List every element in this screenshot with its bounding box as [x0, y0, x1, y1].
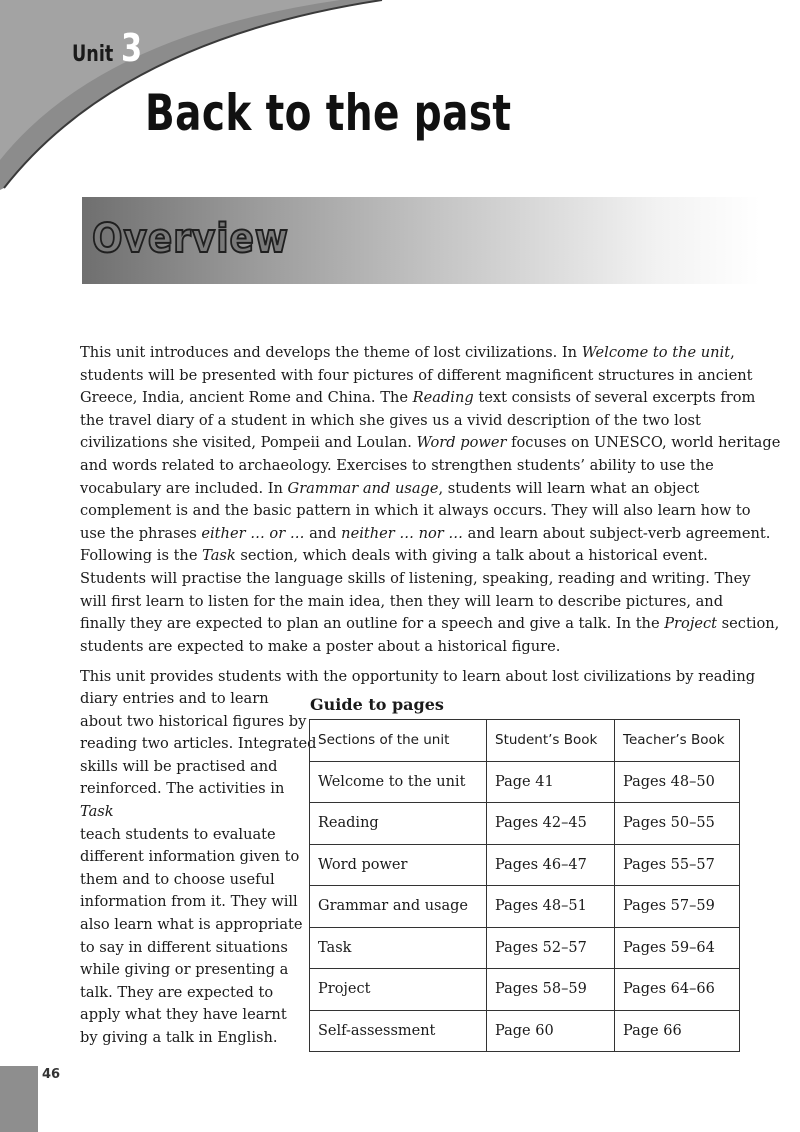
italic-term: Grammar and usage [287, 479, 439, 497]
text-run: Following is the [80, 547, 203, 565]
table-cell: Pages 48–50 [615, 761, 740, 803]
text-line [80, 478, 744, 501]
text-run: information from it. They will [80, 893, 298, 911]
table-cell: Reading [310, 803, 487, 845]
italic-term: Reading [412, 389, 474, 407]
table-cell: Pages 64–66 [615, 969, 740, 1011]
text-run: and learn about subject-verb agreement. [463, 524, 771, 542]
table-row [310, 969, 740, 1011]
text-line [80, 711, 305, 734]
text-run: the travel diary of a student in which she gives us a vivid description of the two lost [80, 411, 701, 429]
text-line [80, 523, 771, 546]
text-run: civilizations she visited, Pompeii and Loulan. [80, 434, 417, 452]
text-run: focuses on UNESCO, world heritage [506, 434, 781, 452]
column-header: Student’s Book [487, 720, 615, 762]
text-line [80, 688, 305, 711]
text-run: , students will learn what an object [438, 479, 700, 497]
text-line [80, 959, 305, 982]
text-run: text consists of several excerpts from [473, 389, 756, 407]
table-cell: Task [310, 927, 487, 969]
text-run: finally they are expected to plan an outline for a speech and give a talk. In the [80, 615, 665, 633]
text-run: and words related to archaeology. Exercises to strengthen students’ ability to use the [80, 456, 714, 474]
text-line [80, 1004, 305, 1027]
text-run: diary entries and to learn [80, 690, 269, 707]
italic-term: Task [80, 802, 114, 820]
text-line [80, 733, 317, 756]
table-cell: Grammar and usage [310, 886, 487, 928]
text-run: skills will be practised and [80, 757, 278, 775]
text-run: students will be presented with four pictures of different magnificent structures in ancient [80, 366, 753, 384]
text-run: them and to choose useful [80, 870, 275, 888]
text-line [80, 545, 744, 568]
unit-label [72, 26, 142, 70]
text-line [80, 846, 305, 869]
text-line [80, 500, 751, 523]
italic-term: Project [664, 615, 718, 633]
table-cell: Pages 46–47 [487, 844, 615, 886]
text-run: apply what they have learnt [80, 1006, 287, 1024]
text-line [80, 432, 781, 455]
text-line [80, 342, 744, 365]
column-header: Sections of the unit [310, 720, 487, 762]
text-run: about two historical figures by [80, 712, 307, 730]
text-run: to say in different situations [80, 938, 288, 956]
table-cell: Pages 58–59 [487, 969, 615, 1011]
table-cell: Project [310, 969, 487, 1011]
text-line [80, 591, 744, 614]
text-line [80, 387, 756, 410]
guide-heading: Guide to pages [310, 695, 444, 714]
text-run: section, [717, 615, 780, 633]
text-run: , [730, 344, 735, 361]
text-run: while giving or presenting a [80, 961, 289, 979]
table-cell: Pages 42–45 [487, 803, 615, 845]
table-cell: Word power [310, 844, 487, 886]
column-header: Teacher’s Book [615, 720, 740, 762]
table-row [310, 844, 740, 886]
table-cell: Pages 48–51 [487, 886, 615, 928]
table-header-row [310, 720, 740, 762]
text-run: reading two articles. Integrated [80, 735, 317, 753]
intro-paragraph [80, 342, 781, 658]
page-tab-decoration [0, 1066, 38, 1132]
text-run: different information given to [80, 848, 300, 866]
text-run: students are expected to make a poster about a historical figure. [80, 637, 561, 655]
text-line [80, 801, 305, 846]
page-title: Back to the past [145, 84, 512, 142]
unit-word: Unit [72, 42, 114, 67]
text-run: This unit introduces and develops the theme of lost civilizations. In [80, 344, 582, 361]
table-row [310, 1010, 740, 1052]
italic-term: Task [202, 547, 236, 565]
text-run: Greece, India, ancient Rome and China. The [80, 389, 413, 407]
text-run: reinforced. The activities in [80, 780, 285, 798]
page-number: 46 [42, 1067, 61, 1082]
text-line [80, 410, 744, 433]
table-cell: Pages 50–55 [615, 803, 740, 845]
second-paragraph-first-line: This unit provides students with the opportunity to learn about lost civilizations by reading [80, 668, 756, 685]
text-run: Students will practise the language skills of listening, speaking, reading and writing. They [80, 569, 751, 587]
text-line [80, 982, 305, 1005]
text-run: also learn what is appropriate [80, 915, 303, 933]
table-cell: Pages 59–64 [615, 927, 740, 969]
overview-heading: Overview [92, 216, 289, 262]
text-line [80, 1027, 305, 1050]
table-cell: Welcome to the unit [310, 761, 487, 803]
text-line [80, 365, 753, 388]
text-run: section, which deals with giving a talk about a historical event. [235, 547, 708, 565]
text-run: teach students to evaluate [80, 825, 276, 843]
table-cell: Pages 55–57 [615, 844, 740, 886]
text-line [80, 455, 744, 478]
table-cell: Pages 57–59 [615, 886, 740, 928]
italic-term: Word power [416, 434, 507, 452]
table-cell: Page 41 [487, 761, 615, 803]
text-line [80, 891, 305, 914]
text-line [80, 778, 305, 801]
text-run: by giving a talk in English. [80, 1028, 278, 1046]
text-run: talk. They are expected to [80, 983, 274, 1001]
text-line [80, 568, 751, 591]
text-run: will first learn to listen for the main idea, then they will learn to describe pictures, and [80, 592, 724, 610]
guide-table [309, 719, 740, 1052]
italic-term: either … or … [201, 524, 305, 542]
second-paragraph-column [80, 688, 317, 1050]
table-row [310, 803, 740, 845]
text-line [80, 636, 744, 659]
text-line [80, 613, 780, 636]
text-run: and [304, 524, 342, 542]
text-run: use the phrases [80, 524, 202, 542]
unit-number: 3 [120, 26, 143, 70]
text-run: complement is and the basic pattern in which it always occurs. They will also learn how to [80, 502, 751, 520]
table-row [310, 761, 740, 803]
table-cell: Page 60 [487, 1010, 615, 1052]
italic-term: Welcome to the unit [581, 344, 731, 361]
text-line [80, 937, 305, 960]
text-line [80, 869, 305, 892]
table-cell: Pages 52–57 [487, 927, 615, 969]
table-row [310, 927, 740, 969]
text-line [80, 914, 305, 937]
table-cell: Page 66 [615, 1010, 740, 1052]
text-line [80, 756, 305, 779]
table-row [310, 886, 740, 928]
italic-term: neither … nor … [341, 524, 464, 542]
table-cell: Self-assessment [310, 1010, 487, 1052]
text-run: vocabulary are included. In [80, 479, 288, 497]
